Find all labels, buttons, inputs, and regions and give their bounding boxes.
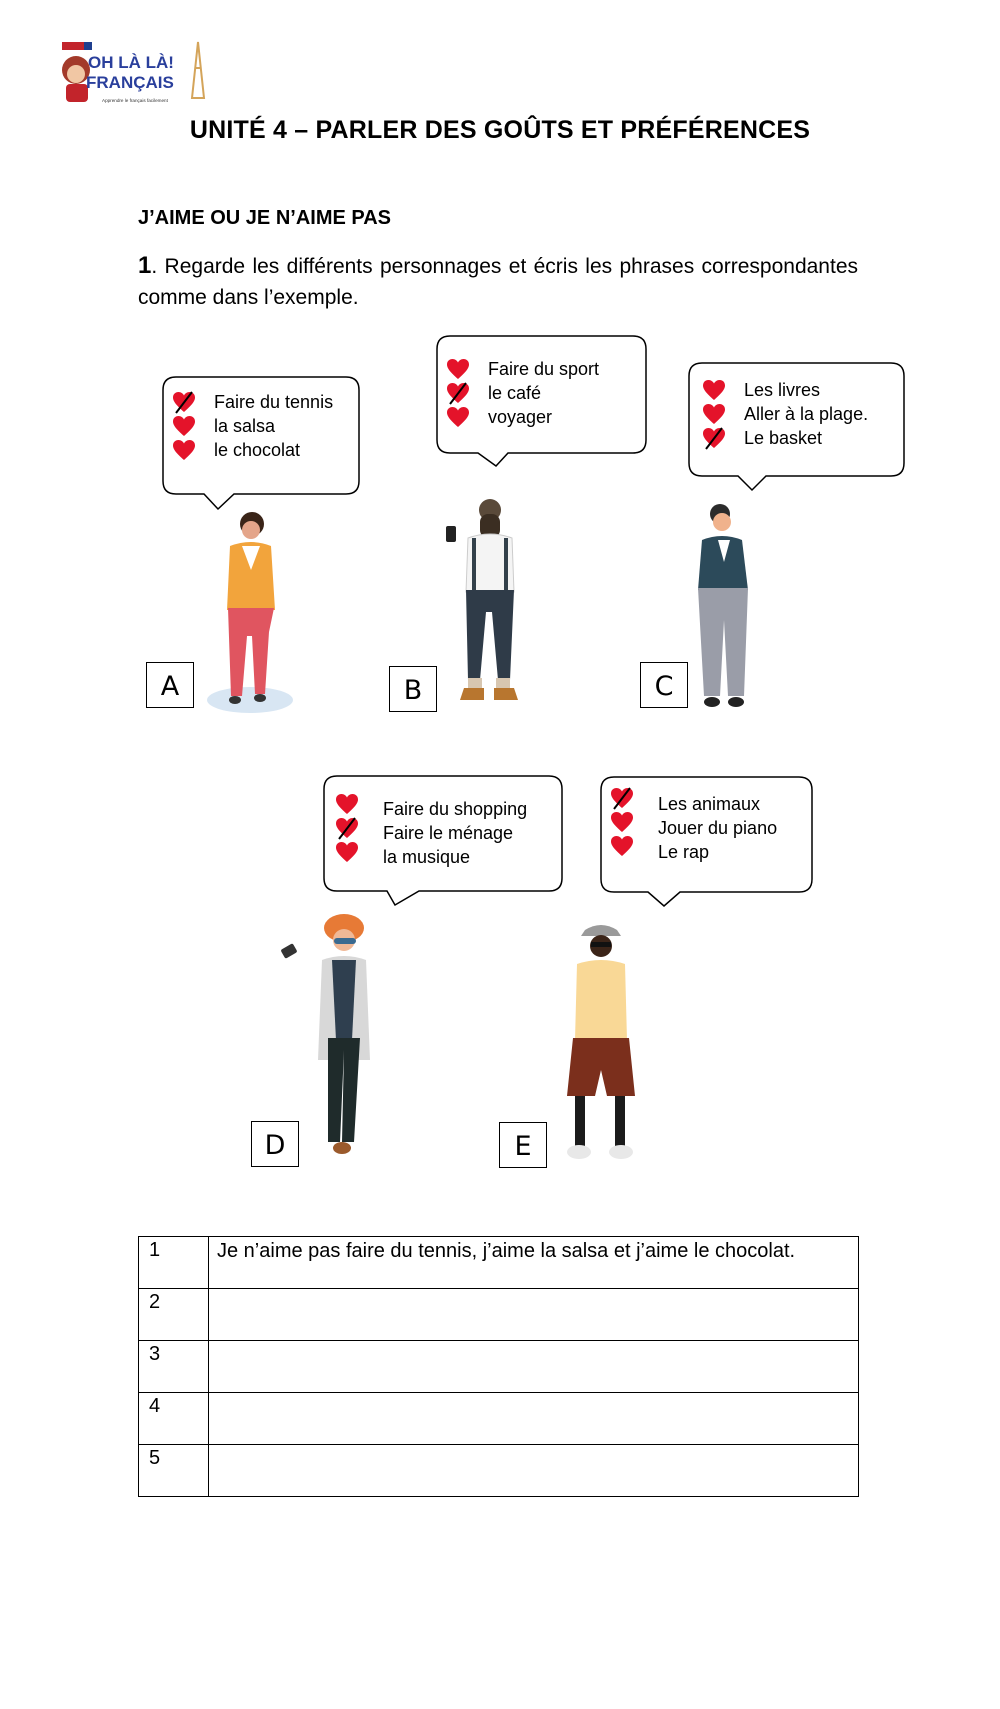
row-number: 4 [139, 1393, 209, 1445]
exercise-instruction [138, 250, 858, 313]
answer-cell[interactable] [209, 1445, 859, 1497]
person-a-illustration [195, 508, 305, 723]
table-row [139, 1445, 859, 1497]
answer-cell[interactable]: Je n’aime pas faire du tennis, j’aime la salsa et j’aime le chocolat. [209, 1237, 859, 1289]
letter-box-e: E [499, 1122, 547, 1168]
svg-text:Apprendre le français facileme: Apprendre le français facilement [102, 98, 168, 103]
row-number: 2 [139, 1289, 209, 1341]
page-title: UNITÉ 4 – PARLER DES GOÛTS ET PRÉFÉRENCES [189, 116, 811, 144]
answers-table [138, 1236, 859, 1497]
svg-text:OH LÀ LÀ!: OH LÀ LÀ! [88, 53, 174, 72]
speech-bubble-d: Faire du shopping Faire le ménage la musique [323, 775, 563, 909]
table-row [139, 1393, 859, 1445]
answer-cell[interactable] [209, 1289, 859, 1341]
speech-bubble-b: Faire du sport le café voyager [436, 335, 647, 469]
svg-text:FRANÇAIS: FRANÇAIS [86, 73, 174, 92]
instruction-text: . Regarde les différents personnages et écris les phrases correspondantes comme dans l’exemple. [138, 255, 858, 309]
table-row [139, 1289, 859, 1341]
brand-logo [58, 38, 216, 110]
letter-box-d: D [251, 1121, 299, 1167]
table-row [139, 1341, 859, 1393]
person-c-illustration [678, 500, 768, 721]
speech-bubble-e: Les animaux Jouer du piano Le rap [600, 776, 813, 910]
letter-box-a: A [146, 662, 194, 708]
speech-bubble-a: Faire du tennis la salsa le chocolat [162, 376, 360, 510]
instruction-number: 1 [138, 252, 152, 279]
row-number: 5 [139, 1445, 209, 1497]
answer-cell[interactable] [209, 1393, 859, 1445]
section-subtitle: J’AIME OU JE N’AIME PAS [138, 207, 392, 229]
table-row [139, 1237, 859, 1289]
letter-box-b: B [389, 666, 437, 712]
speech-bubble-c: Les livres Aller à la plage. Le basket [688, 362, 905, 496]
row-number: 1 [139, 1237, 209, 1289]
letter-box-c: C [640, 662, 688, 708]
answer-cell[interactable] [209, 1341, 859, 1393]
row-number: 3 [139, 1341, 209, 1393]
person-b-illustration [438, 492, 538, 722]
person-e-illustration [555, 920, 645, 1175]
